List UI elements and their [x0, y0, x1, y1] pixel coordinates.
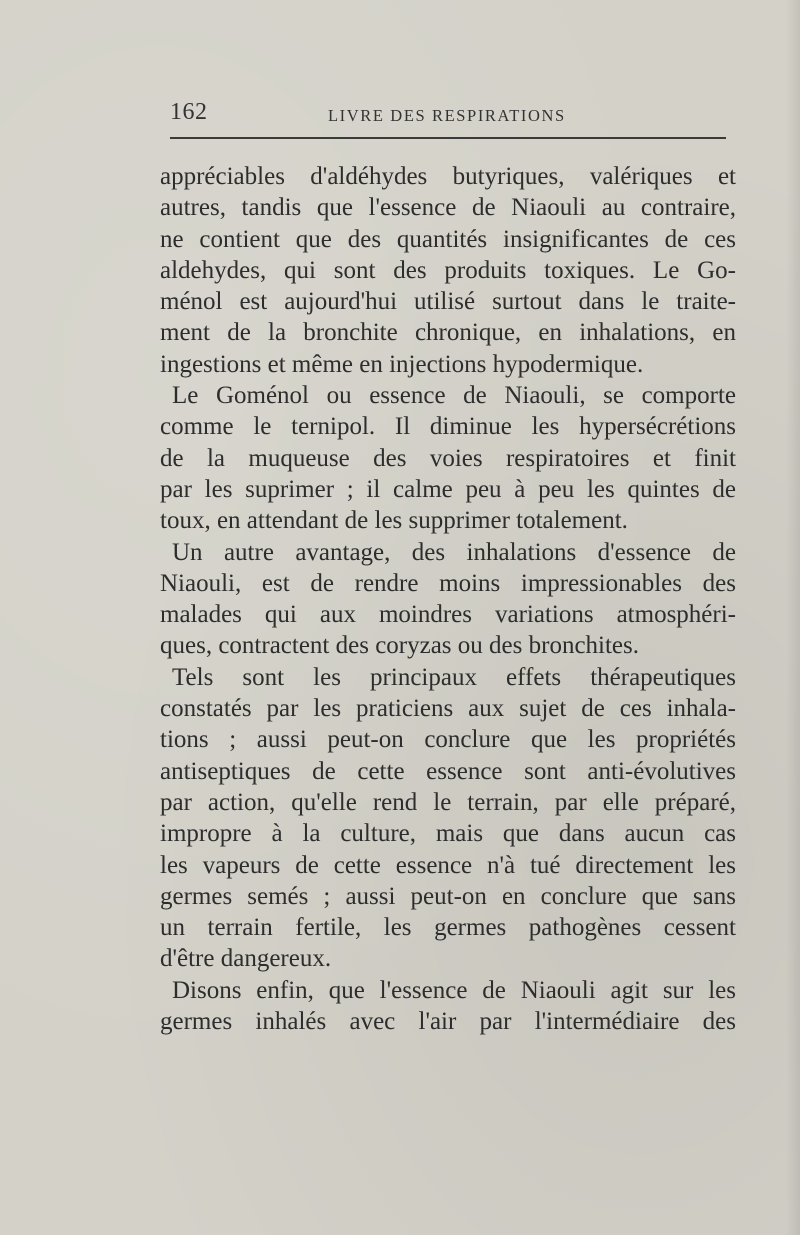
text-line: ménol est aujourd'hui utilisé surtout dans le traite-	[160, 288, 736, 316]
text-line: ment de la bronchite chronique, en inhalations, en	[160, 319, 736, 347]
text-line: d'être dangereux.	[160, 945, 332, 973]
page-header	[170, 99, 725, 129]
header-rule	[170, 137, 726, 139]
text-line: les vapeurs de cette essence n'à tué directement les	[160, 851, 736, 879]
text-line: germes inhalés avec l'air par l'intermédiaire des	[160, 1008, 736, 1036]
text-line: Un autre avantage, des inhalations d'essence de	[172, 538, 736, 566]
text-line: un terrain fertile, les germes pathogènes cessent	[160, 914, 736, 942]
running-title: LIVRE DES RESPIRATIONS	[328, 106, 566, 125]
text-line: constatés par les praticiens aux sujet de ces inhala-	[160, 695, 736, 723]
text-line: germes semés ; aussi peut-on en conclure que sans	[160, 882, 736, 910]
text-line: tions ; aussi peut-on conclure que les propriétés	[160, 726, 736, 754]
text-line: Niaouli, est de rendre moins impressionables des	[160, 569, 736, 597]
text-line: par les suprimer ; il calme peu à peu les quintes de	[160, 475, 736, 503]
text-line: ne contient que des quantités insignificantes de ces	[160, 225, 736, 253]
text-line: aldehydes, qui sont des produits toxiques. Le Go-	[160, 256, 736, 284]
text-line: antiseptiques de cette essence sont anti-évolutives	[160, 757, 736, 785]
text-line: toux, en attendant de les supprimer totalement.	[160, 507, 628, 535]
text-line: ingestions et même en injections hypodermique.	[160, 350, 644, 378]
text-line: Le Goménol ou essence de Niaouli, se comporte	[172, 382, 736, 410]
page-edge-shadow	[786, 0, 800, 1235]
text-line: impropre à la culture, mais que dans aucun cas	[160, 820, 736, 848]
text-line: appréciables d'aldéhydes butyriques, valériques et	[160, 163, 736, 190]
text-line: par action, qu'elle rend le terrain, par elle préparé,	[160, 788, 736, 816]
text-line: de la muqueuse des voies respiratoires et finit	[160, 444, 736, 472]
body-text	[160, 161, 736, 1037]
text-line: Disons enfin, que l'essence de Niaouli agit sur les	[172, 976, 736, 1004]
page-number: 162	[170, 99, 208, 125]
text-line: Tels sont les principaux effets thérapeutiques	[172, 663, 736, 691]
text-line: comme le ternipol. Il diminue les hypersécrétions	[160, 413, 736, 441]
text-line: ques, contractent des coryzas ou des bronchites.	[160, 632, 640, 660]
text-line: autres, tandis que l'essence de Niaouli au contraire,	[160, 194, 736, 222]
text-line: malades qui aux moindres variations atmosphéri-	[160, 601, 736, 629]
